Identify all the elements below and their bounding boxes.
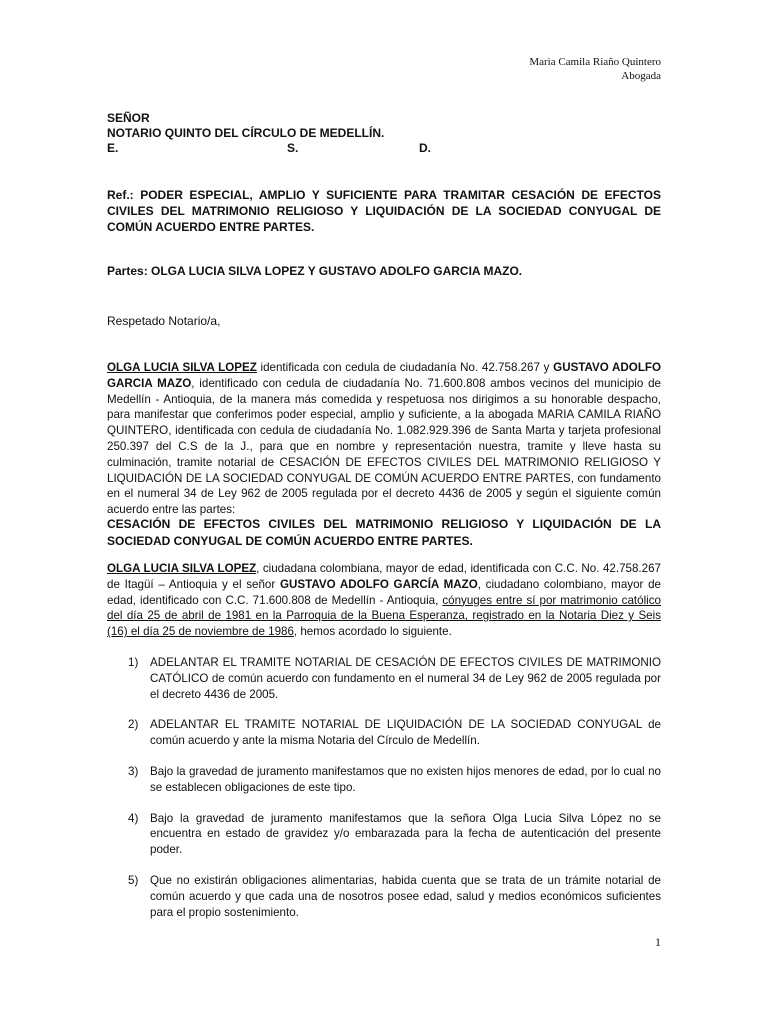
list-item-number: 1) [128, 656, 139, 669]
paragraph2-text3: , hemos acordado lo siguiente. [293, 625, 452, 639]
paragraph-power-grant [107, 360, 661, 518]
list-item [128, 811, 661, 858]
esd-s: S. [287, 141, 299, 155]
party1-name: OLGA LUCIA SILVA LOPEZ [107, 361, 257, 374]
list-item [128, 873, 661, 920]
paragraph2-text2: , ciudadano colombiano, mayor de edad, identificado con C.C. 71.600.808 de Medellín - Antioquia, [107, 577, 661, 607]
addressee-block [107, 111, 661, 156]
paragraph-agreement [107, 561, 661, 640]
addressee-salutation: SEÑOR [107, 111, 150, 125]
list-item-number: 2) [128, 718, 139, 732]
party1-name-2: OLGA LUCIA SILVA LOPEZ [107, 562, 257, 575]
author-role: Abogada [621, 70, 661, 82]
esd-d: D. [419, 141, 431, 155]
list-item-number: 3) [128, 764, 139, 778]
reference-line: Ref.: PODER ESPECIAL, AMPLIO Y SUFICIENTE PARA TRAMITAR CESACIÓN DE EFECTOS CIVILES DEL MATRIMONIO RELIGIOSO Y LIQUIDACIÓN DE LA SOCIEDAD CONYUGAL DE COMÚN ACUERDO ENTRE PARTES. [107, 188, 661, 234]
esd-line [107, 141, 661, 156]
section-heading: CESACIÓN DE EFECTOS CIVILES DEL MATRIMONIO RELIGIOSO Y LIQUIDACIÓN DE LA SOCIEDAD CONYUGAL DE COMÚN ACUERDO ENTRE PARTES. [107, 517, 661, 548]
list-item-text: Bajo la gravedad de juramento manifestamos que la señora Olga Lucia Silva López no se encuentra en estado de gravidez y/o embarazada para la fecha de autenticación del presente poder. [150, 811, 661, 857]
list-item-number: 4) [128, 811, 139, 825]
esd-e: E. [107, 141, 119, 155]
paragraph1-text2: , identificado con cedula de ciudadanía No. 71.600.808 ambos vecinos del municipio de Medellín - Antioquia, de la manera más comedida y respetuosa nos dirigimos a su honorable despacho, para manifestar que conferimos poder especial, amplio y suficiente, a la abogada MARIA CAMILA RIAÑO QUINTERO, identificada con cedula de ciudadanía No. 1.082.929.396 de Santa Marta y tarjeta profesional 250.397 del C.S de la J., para que en nombre y representación nuestra, tramite y lleve hasta su culminación, tramite notarial de CESACIÓN DE EFECTOS CIVILES DEL MATRIMONIO RELIGIOSO Y LIQUIDACIÓN DE LA SOCIEDAD CONYUGAL DE COMÚN ACUERDO ENTRE PARTES, con fundamento en el numeral 34 de Ley 962 de 2005 regulada por el decreto 4436 de 2005 y según el siguiente común acuerdo entre las partes: [107, 376, 662, 517]
page-number: 1 [655, 935, 661, 949]
party2-name-2: GUSTAVO ADOLFO GARCÍA MAZO [279, 577, 478, 591]
parties-line: Partes: OLGA LUCIA SILVA LOPEZ Y GUSTAVO ADOLFO GARCIA MAZO. [107, 264, 523, 278]
list-item-text: Que no existirán obligaciones alimentarias, habida cuenta que se trata de un trámite notarial de común acuerdo y que cada una de nosotros posee edad, salud y medios económicos suficientes para el propio sostenimiento. [150, 873, 661, 919]
paragraph2-text1: , ciudadana colombiana, mayor de edad, identificada con C.C. No. 42.758.267 de Itagüí – Antioquia y el señor [107, 562, 661, 591]
letterhead [529, 55, 661, 83]
list-item [128, 655, 661, 702]
list-item-text: ADELANTAR EL TRAMITE NOTARIAL DE LIQUIDACIÓN DE LA SOCIEDAD CONYUGAL de común acuerdo y ante la misma Notaria del Círculo de Medellín. [150, 718, 661, 748]
greeting: Respetado Notario/a, [107, 314, 221, 328]
list-item-text: ADELANTAR EL TRAMITE NOTARIAL DE CESACIÓN DE EFECTOS CIVILES DE MATRIMONIO CATÓLICO de común acuerdo con fundamento en el numeral 34 de Ley 962 de 2005 regulada por el decreto 4436 de 2005. [150, 656, 661, 701]
author-name: Maria Camila Riaño Quintero [529, 56, 661, 68]
marriage-details: cónyuges entre sí por matrimonio católico del día 25 de abril de 1981 en la Parroquia de la Buena Esperanza, registrado en la Notaria Diez y Seis (16) el día 25 de noviembre de 1986 [107, 593, 661, 639]
list-item-text: Bajo la gravedad de juramento manifestamos que no existen hijos menores de edad, por lo cual no se establecen obligaciones de este tipo. [150, 764, 661, 794]
party2-name: GUSTAVO ADOLFO GARCIA MAZO [107, 361, 661, 390]
list-item [128, 764, 661, 796]
list-item [128, 717, 661, 749]
agreement-list [128, 655, 661, 920]
addressee-name: NOTARIO QUINTO DEL CÍRCULO DE MEDELLÍN. [107, 126, 385, 140]
paragraph1-text1: identificada con cedula de ciudadanía No. 42.758.267 y [256, 361, 554, 374]
list-item-number: 5) [128, 873, 139, 887]
